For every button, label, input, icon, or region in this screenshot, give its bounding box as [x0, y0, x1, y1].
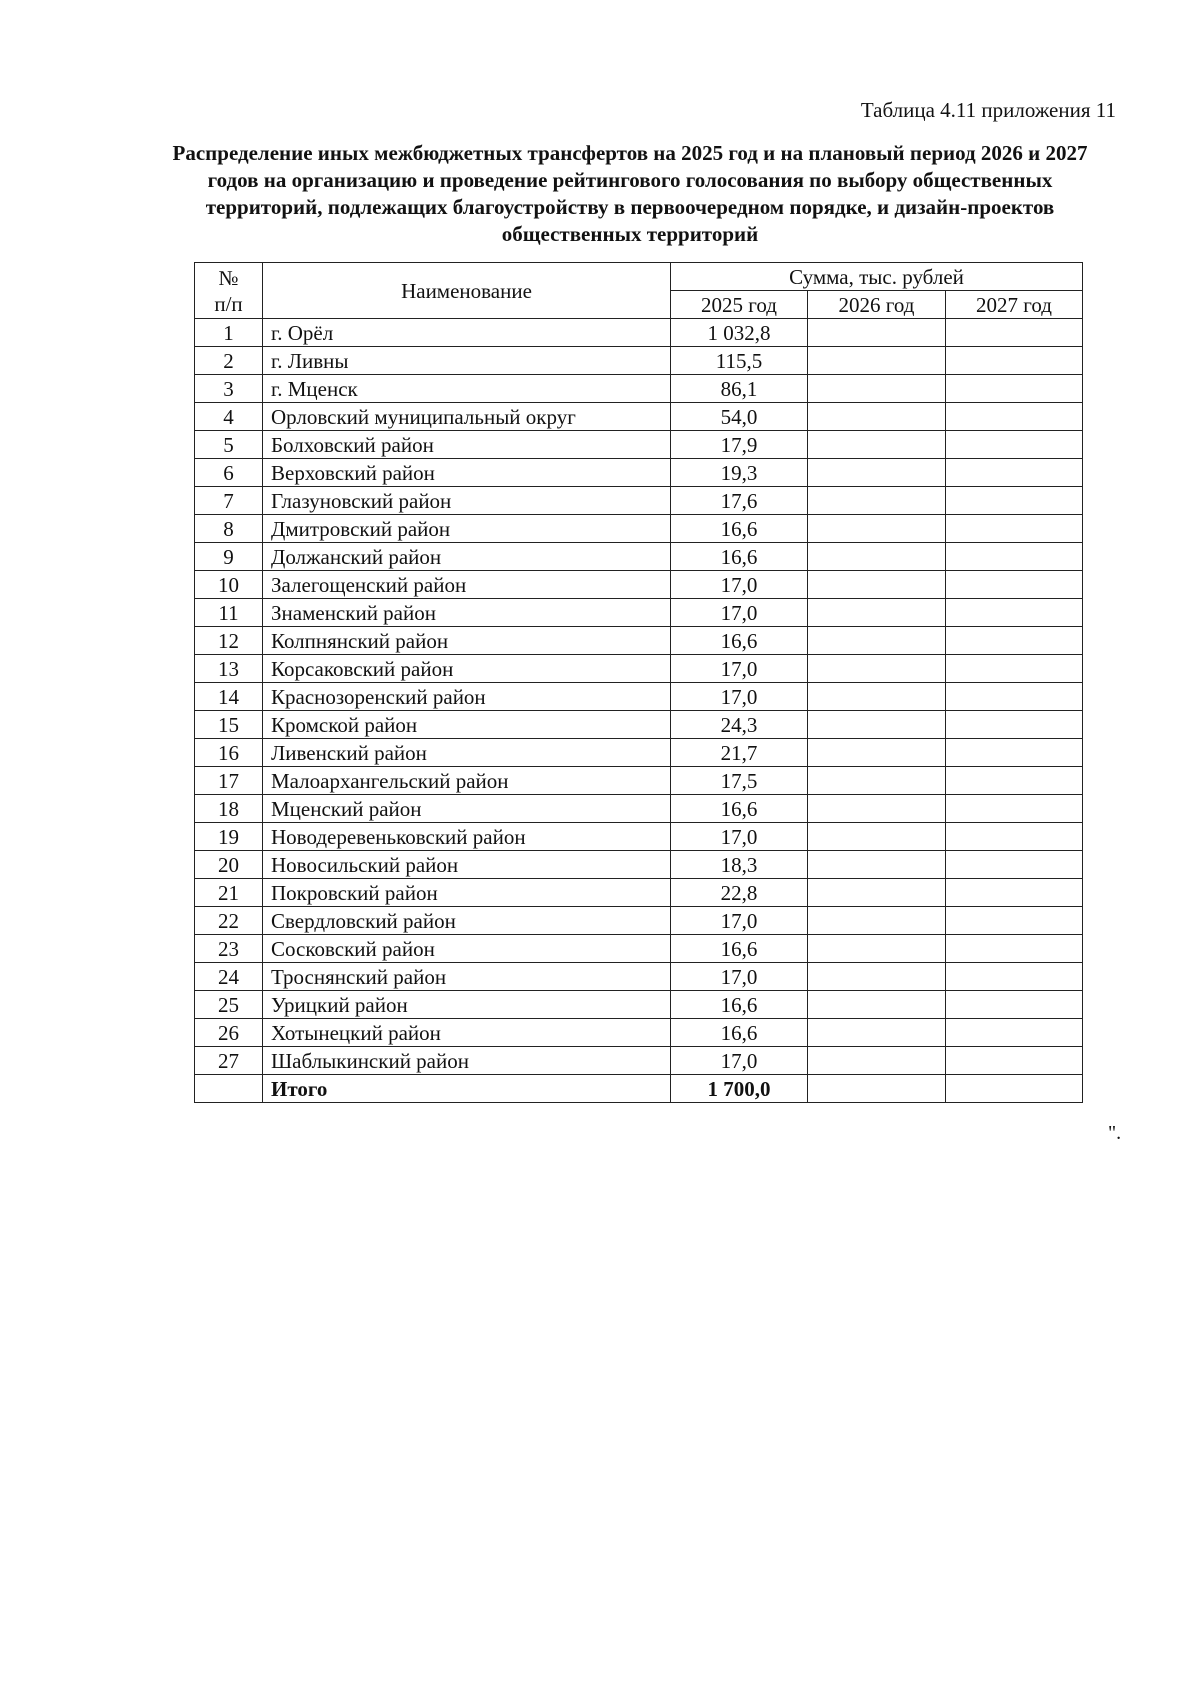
row-value-2026	[808, 347, 946, 375]
row-value-2025: 17,0	[671, 1047, 808, 1075]
row-value-2025: 16,6	[671, 991, 808, 1019]
row-num: 11	[195, 599, 263, 627]
row-value-2025: 115,5	[671, 347, 808, 375]
table-row	[195, 683, 1083, 711]
table-row	[195, 627, 1083, 655]
row-name: г. Ливны	[263, 347, 671, 375]
row-value-2027	[946, 655, 1083, 683]
row-value-2027	[946, 767, 1083, 795]
row-num: 24	[195, 963, 263, 991]
table-row	[195, 935, 1083, 963]
document-title: Распределение иных межбюджетных трансфертов на 2025 год и на плановый период 2026 и 2027 годов на организацию и проведение рейтингового голосования по выбору общественных территорий, подлежащих благоустройству в первоочередном порядке, и дизайн-проектов общественных территорий	[172, 141, 1088, 246]
row-name: Новодеревеньковский район	[263, 823, 671, 851]
table-row	[195, 823, 1083, 851]
row-value-2027	[946, 795, 1083, 823]
row-value-2026	[808, 515, 946, 543]
row-value-2025: 16,6	[671, 795, 808, 823]
row-value-2025: 17,9	[671, 431, 808, 459]
row-value-2026	[808, 1047, 946, 1075]
row-value-2027	[946, 487, 1083, 515]
row-name: г. Мценск	[263, 375, 671, 403]
row-value-2027	[946, 739, 1083, 767]
row-num: 12	[195, 627, 263, 655]
row-value-2025: 19,3	[671, 459, 808, 487]
row-value-2026	[808, 683, 946, 711]
row-value-2027	[946, 907, 1083, 935]
row-num: 5	[195, 431, 263, 459]
row-value-2027	[946, 935, 1083, 963]
row-value-2027	[946, 851, 1083, 879]
row-name: Урицкий район	[263, 991, 671, 1019]
row-name: Должанский район	[263, 543, 671, 571]
row-value-2027	[946, 683, 1083, 711]
table-row	[195, 795, 1083, 823]
row-name: Болховский район	[263, 431, 671, 459]
row-value-2026	[808, 571, 946, 599]
row-name: г. Орёл	[263, 319, 671, 347]
row-num: 22	[195, 907, 263, 935]
row-name: Верховский район	[263, 459, 671, 487]
row-num: 23	[195, 935, 263, 963]
row-num: 6	[195, 459, 263, 487]
row-value-2027	[946, 347, 1083, 375]
row-name: Дмитровский район	[263, 515, 671, 543]
table-row	[195, 347, 1083, 375]
row-value-2027	[946, 879, 1083, 907]
row-num: 3	[195, 375, 263, 403]
row-value-2027	[946, 571, 1083, 599]
row-name: Троснянский район	[263, 963, 671, 991]
row-num: 21	[195, 879, 263, 907]
row-value-2026	[808, 459, 946, 487]
row-num: 25	[195, 991, 263, 1019]
row-value-2025: 16,6	[671, 543, 808, 571]
row-value-2026	[808, 935, 946, 963]
row-num: 9	[195, 543, 263, 571]
table-row	[195, 879, 1083, 907]
table-row	[195, 431, 1083, 459]
table-row	[195, 739, 1083, 767]
table-row	[195, 1019, 1083, 1047]
table-row	[195, 487, 1083, 515]
table-row	[195, 459, 1083, 487]
total-value-2026	[808, 1075, 946, 1103]
table-row	[195, 963, 1083, 991]
row-num: 27	[195, 1047, 263, 1075]
table-row	[195, 655, 1083, 683]
table-row	[195, 907, 1083, 935]
row-value-2025: 18,3	[671, 851, 808, 879]
row-value-2026	[808, 795, 946, 823]
row-name: Сосковский район	[263, 935, 671, 963]
row-value-2025: 16,6	[671, 1019, 808, 1047]
row-value-2027	[946, 627, 1083, 655]
row-name: Свердловский район	[263, 907, 671, 935]
row-value-2025: 17,0	[671, 599, 808, 627]
total-value-2027	[946, 1075, 1083, 1103]
row-name: Орловский муниципальный округ	[263, 403, 671, 431]
row-num: 2	[195, 347, 263, 375]
table-row	[195, 515, 1083, 543]
header-num	[195, 263, 263, 319]
row-value-2027	[946, 543, 1083, 571]
row-value-2025: 17,5	[671, 767, 808, 795]
row-name: Глазуновский район	[263, 487, 671, 515]
header-year-2026: 2026 год	[808, 291, 946, 319]
row-value-2025: 24,3	[671, 711, 808, 739]
row-value-2026	[808, 655, 946, 683]
row-num: 26	[195, 1019, 263, 1047]
row-value-2027	[946, 599, 1083, 627]
row-name: Залегощенский район	[263, 571, 671, 599]
table-row	[195, 599, 1083, 627]
row-num: 18	[195, 795, 263, 823]
row-value-2027	[946, 515, 1083, 543]
row-num: 17	[195, 767, 263, 795]
row-num: 15	[195, 711, 263, 739]
row-value-2025: 16,6	[671, 627, 808, 655]
total-num	[195, 1075, 263, 1103]
row-name: Хотынецкий район	[263, 1019, 671, 1047]
row-name: Ливенский район	[263, 739, 671, 767]
row-value-2026	[808, 431, 946, 459]
closing-quote-mark: ".	[1108, 1122, 1122, 1144]
table-row	[195, 543, 1083, 571]
row-value-2026	[808, 543, 946, 571]
header-year-2027: 2027 год	[946, 291, 1083, 319]
row-num: 8	[195, 515, 263, 543]
row-value-2025: 1 032,8	[671, 319, 808, 347]
row-value-2027	[946, 459, 1083, 487]
table-header	[195, 263, 1083, 319]
table-row	[195, 319, 1083, 347]
total-label: Итого	[263, 1075, 671, 1103]
row-value-2026	[808, 963, 946, 991]
row-value-2027	[946, 1047, 1083, 1075]
row-value-2026	[808, 487, 946, 515]
table-row	[195, 711, 1083, 739]
row-num: 13	[195, 655, 263, 683]
row-value-2026	[808, 319, 946, 347]
row-value-2025: 17,0	[671, 655, 808, 683]
row-num: 16	[195, 739, 263, 767]
row-value-2025: 17,0	[671, 823, 808, 851]
row-name: Знаменский район	[263, 599, 671, 627]
header-num-line2: п/п	[214, 291, 243, 316]
row-name: Колпнянский район	[263, 627, 671, 655]
row-name: Новосильский район	[263, 851, 671, 879]
row-value-2026	[808, 907, 946, 935]
table-caption: Таблица 4.11 приложения 11	[860, 98, 1116, 122]
row-value-2026	[808, 823, 946, 851]
row-name: Краснозоренский район	[263, 683, 671, 711]
total-value-2025: 1 700,0	[671, 1075, 808, 1103]
row-value-2025: 17,0	[671, 571, 808, 599]
row-value-2027	[946, 375, 1083, 403]
row-num: 1	[195, 319, 263, 347]
table-row	[195, 1047, 1083, 1075]
row-value-2025: 22,8	[671, 879, 808, 907]
row-value-2027	[946, 1019, 1083, 1047]
row-num: 14	[195, 683, 263, 711]
row-name: Малоархангельский район	[263, 767, 671, 795]
total-row	[195, 1075, 1083, 1103]
header-num-line1: №	[218, 265, 239, 290]
row-name: Корсаковский район	[263, 655, 671, 683]
header-sum: Сумма, тыс. рублей	[671, 263, 1083, 291]
row-value-2025: 17,0	[671, 907, 808, 935]
row-value-2026	[808, 851, 946, 879]
row-value-2027	[946, 431, 1083, 459]
row-num: 4	[195, 403, 263, 431]
row-name: Покровский район	[263, 879, 671, 907]
row-value-2026	[808, 711, 946, 739]
row-value-2025: 16,6	[671, 935, 808, 963]
row-num: 10	[195, 571, 263, 599]
row-value-2025: 17,0	[671, 683, 808, 711]
table-row	[195, 375, 1083, 403]
table-row	[195, 767, 1083, 795]
row-name: Шаблыкинский район	[263, 1047, 671, 1075]
row-value-2026	[808, 375, 946, 403]
row-value-2026	[808, 403, 946, 431]
table-row	[195, 403, 1083, 431]
row-value-2025: 16,6	[671, 515, 808, 543]
row-value-2025: 17,6	[671, 487, 808, 515]
row-value-2026	[808, 739, 946, 767]
row-value-2026	[808, 627, 946, 655]
row-value-2027	[946, 991, 1083, 1019]
row-num: 20	[195, 851, 263, 879]
header-year-2025: 2025 год	[671, 291, 808, 319]
header-name: Наименование	[263, 263, 671, 319]
table-body	[195, 319, 1083, 1103]
row-value-2025: 86,1	[671, 375, 808, 403]
row-name: Кромской район	[263, 711, 671, 739]
table-row	[195, 991, 1083, 1019]
transfers-table	[194, 262, 1083, 1103]
row-value-2025: 54,0	[671, 403, 808, 431]
row-value-2025: 17,0	[671, 963, 808, 991]
row-value-2027	[946, 319, 1083, 347]
row-value-2027	[946, 403, 1083, 431]
row-name: Мценский район	[263, 795, 671, 823]
row-value-2026	[808, 767, 946, 795]
row-num: 19	[195, 823, 263, 851]
row-value-2025: 21,7	[671, 739, 808, 767]
row-value-2026	[808, 1019, 946, 1047]
table-row	[195, 571, 1083, 599]
table-row	[195, 851, 1083, 879]
row-value-2027	[946, 823, 1083, 851]
row-num: 7	[195, 487, 263, 515]
row-value-2027	[946, 963, 1083, 991]
row-value-2027	[946, 711, 1083, 739]
row-value-2026	[808, 879, 946, 907]
row-value-2026	[808, 991, 946, 1019]
row-value-2026	[808, 599, 946, 627]
